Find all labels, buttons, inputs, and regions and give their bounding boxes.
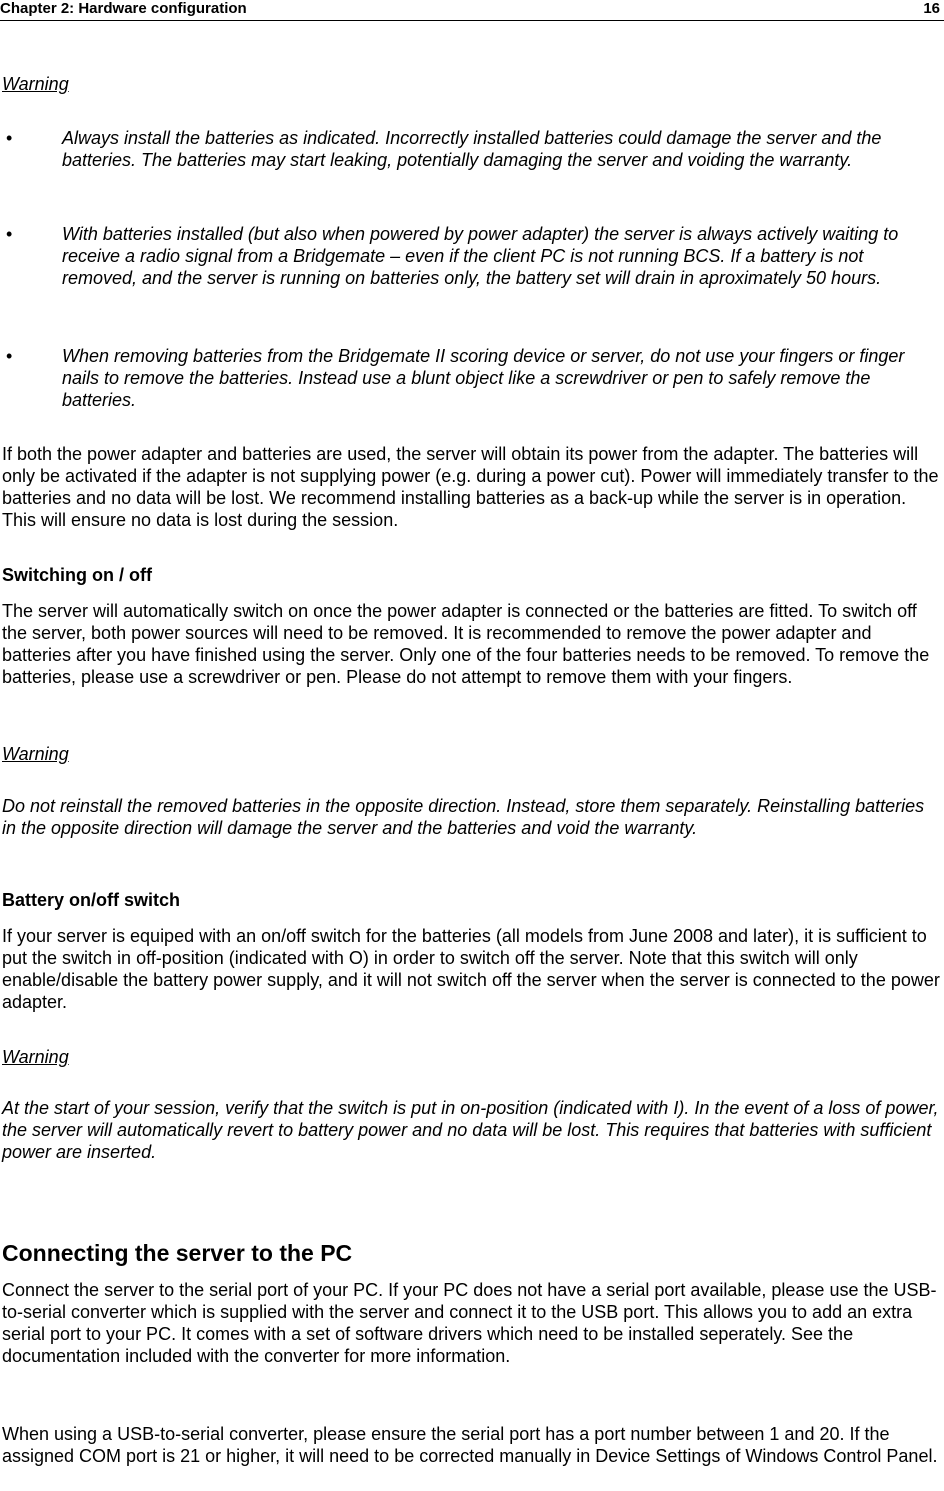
warning-text: At the start of your session, verify that the switch is put in on-position (indicated with I). In the event of a loss of power, the server will automatically revert to battery power and no data will be lost. This requires that batteries with sufficient power are inserted. (2, 1098, 939, 1162)
heading-battery-switch: Battery on/off switch (2, 890, 181, 910)
bullet-text: Always install the batteries as indicated. Incorrectly installed batteries could damage the server and the batteries. The batteries may start leaking, potentially damaging the server and voiding the warranty. (62, 128, 882, 170)
bullet-item: • When removing batteries from the Bridgemate II scoring device or server, do not use your fingers or finger nails to remove the batteries. Instead use a blunt object like a screwdriver or pen to safely remove the batteries. (6, 345, 942, 411)
warning-text: Do not reinstall the removed batteries in the opposite direction. Instead, store them separately. Reinstalling batteries in the opposite direction will damage the server and the batteries and void the warranty. (2, 796, 925, 838)
paragraph: If both the power adapter and batteries are used, the server will obtain its power from the adapter. The batteries will only be activated if the adapter is not supplying power (e.g. during a power cut). Power will immediately transfer to the batteries and no data will be lost. We recommend installing batteries as a back-up while the server is in operation. This will ensure no data is lost during the session. (2, 444, 939, 530)
warning-label: Warning (2, 1047, 69, 1067)
bullet-item: • Always install the batteries as indicated. Incorrectly installed batteries could damage the server and the batteries. The batteries may start leaking, potentially damaging the server and voiding the warranty. (6, 127, 942, 171)
bullet-text: When removing batteries from the Bridgemate II scoring device or server, do not use your fingers or finger nails to remove the batteries. Instead use a blunt object like a screwdriver or pen to safely remove the batteries. (62, 346, 905, 410)
page-number: 16 (923, 0, 940, 17)
paragraph: Connect the server to the serial port of your PC. If your PC does not have a serial port available, please use the USB-to-serial converter which is supplied with the server and connect it to the USB port. This allows you to add an extra serial port to your PC. It comes with a set of software drivers which need to be installed seperately. See the documentation included with the converter for more information. (2, 1280, 937, 1366)
warning-label: Warning (2, 74, 69, 94)
bullet-item: • With batteries installed (but also when powered by power adapter) the server is always actively waiting to receive a radio signal from a Bridgemate – even if the client PC is not running BCS. If a battery is not removed, and the server is running on batteries only, the battery set will drain in aproximately 50 hours. (6, 223, 942, 289)
heading-connecting: Connecting the server to the PC (2, 1240, 353, 1266)
chapter-title: Chapter 2: Hardware configuration (0, 0, 247, 17)
heading-switching: Switching on / off (2, 565, 152, 585)
paragraph: The server will automatically switch on once the power adapter is connected or the batteries are fitted. To switch off the server, both power sources will need to be removed. It is recommended to remove the power adapter and batteries after you have finished using the server. Only one of the four batteries needs to be removed. To remove the batteries, please use a screwdriver or pen. Please do not attempt to remove them with your fingers. (2, 601, 930, 687)
paragraph: When using a USB-to-serial converter, please ensure the serial port has a port number between 1 and 20. If the assigned COM port is 21 or higher, it will need to be corrected manually in Device Settings of Windows Control Panel. (2, 1424, 938, 1466)
paragraph: If your server is equiped with an on/off switch for the batteries (all models from June 2008 and later), it is sufficient to put the switch in off-position (indicated with O) in order to switch off the server. Note that this switch will only enable/disable the battery power supply, and it will not switch off the server when the server is connected to the power adapter. (2, 926, 940, 1012)
warning-label: Warning (2, 744, 69, 764)
page-header (0, 0, 944, 21)
bullet-text: With batteries installed (but also when powered by power adapter) the server is always actively waiting to receive a radio signal from a Bridgemate – even if the client PC is not running BCS. If a battery is not removed, and the server is running on batteries only, the battery set will drain in aproximately 50 hours. (62, 224, 899, 288)
